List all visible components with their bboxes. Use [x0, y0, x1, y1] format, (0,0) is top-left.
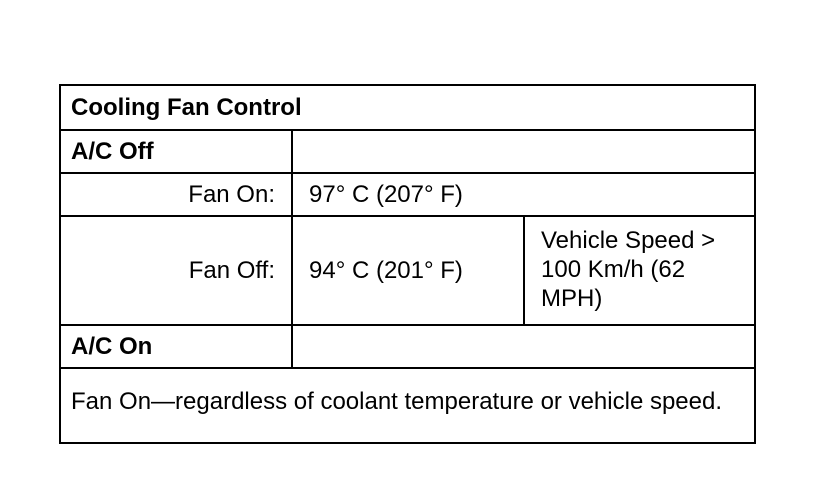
fan-off-value: 94° C (201° F) [292, 216, 524, 325]
fan-off-label: Fan Off: [60, 216, 292, 325]
fan-off-condition: Vehicle Speed > 100 Km/h (62 MPH) [524, 216, 755, 325]
ac-on-note-row [60, 368, 755, 443]
fan-on-row [60, 173, 755, 216]
table-title: Cooling Fan Control [60, 85, 755, 130]
ac-off-empty-cell [292, 130, 755, 173]
ac-off-header-row [60, 130, 755, 173]
fan-on-label: Fan On: [60, 173, 292, 216]
ac-on-empty-cell [292, 325, 755, 368]
fan-on-value: 97° C (207° F) [292, 173, 755, 216]
cooling-fan-control-table [59, 84, 756, 444]
title-row [60, 85, 755, 130]
ac-on-label: A/C On [60, 325, 292, 368]
ac-on-note: Fan On—regardless of coolant temperature or vehicle speed. [60, 368, 755, 443]
fan-off-row [60, 216, 755, 325]
ac-on-header-row [60, 325, 755, 368]
ac-off-label: A/C Off [60, 130, 292, 173]
